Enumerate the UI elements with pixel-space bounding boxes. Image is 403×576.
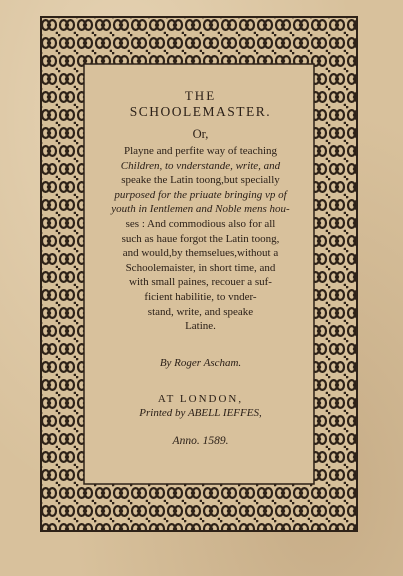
subtitle-body <box>98 144 303 334</box>
book-title: SCHOOLEMASTER. <box>129 104 272 119</box>
imprint-year: Anno. 1589. <box>172 434 229 447</box>
subtitle-line: such as haue forgot the Latin toong, <box>121 232 280 245</box>
subtitle-line: youth in Ientlemen and Noble mens hou- <box>111 203 290 216</box>
subtitle-line: Schoolemaister, in short time, and <box>125 261 276 274</box>
subtitle-line: speake the Latin toong,but specially <box>121 174 280 187</box>
subtitle-line: and would,by themselues,without a <box>122 247 279 260</box>
subtitle-line: Playne and perfite way of teaching <box>123 145 278 157</box>
subtitle-line: with small paines, recouer a suf- <box>129 276 272 289</box>
subtitle-line: stand, write, and speake <box>147 305 254 318</box>
subtitle-line: Children, to vnderstande, write, and <box>120 159 281 172</box>
subtitle-line: purposed for the priuate bringing vp of <box>114 188 287 201</box>
heading-the: THE <box>184 88 217 103</box>
title-text-block <box>98 86 303 448</box>
subtitle-line: ficient habilitie, to vnder- <box>144 290 257 303</box>
imprint-place: AT LONDON, <box>157 392 244 405</box>
imprint-printer: Printed by ABELL IEFFES, <box>139 406 262 419</box>
subtitle-or: Or, <box>192 127 209 141</box>
subtitle-line: ses : And commodious also for all <box>125 217 276 230</box>
author-line: By Roger Ascham. <box>159 356 242 369</box>
subtitle-line: Latine. <box>185 320 216 333</box>
